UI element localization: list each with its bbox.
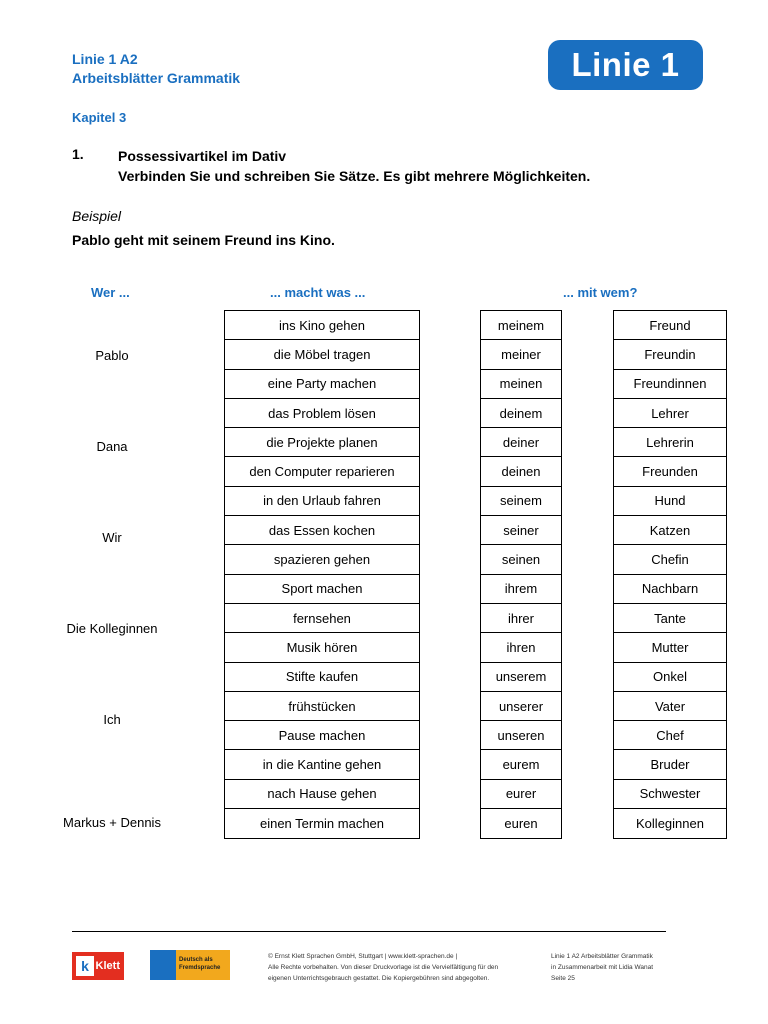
header-title [72, 50, 240, 88]
person-cell: Freundinnen [614, 370, 726, 399]
activity-cell: in die Kantine gehen [225, 750, 419, 779]
person-cell: Schwester [614, 780, 726, 809]
activity-cell: spazieren gehen [225, 545, 419, 574]
possessive-cell: deinen [481, 457, 561, 486]
possessive-cell: deiner [481, 428, 561, 457]
possessive-cell: unseren [481, 721, 561, 750]
person-cell: Freundin [614, 340, 726, 369]
persons-column [613, 310, 727, 839]
footer-info [551, 951, 653, 984]
possessive-cell: meinem [481, 311, 561, 340]
wer-item: Dana [96, 439, 128, 454]
possessive-cell: eurem [481, 750, 561, 779]
klett-logo [72, 952, 124, 980]
person-cell: Kolleginnen [636, 816, 704, 832]
person-cell: Freunden [614, 457, 726, 486]
activity-cell: in den Urlaub fahren [225, 487, 419, 516]
footer-copyright-line1: © Ernst Klett Sprachen GmbH, Stuttgart | www.klett-sprachen.de | [268, 953, 458, 960]
footer-copyright [268, 951, 498, 984]
activity-cell: Pause machen [225, 721, 419, 750]
possessive-cell: euren [504, 816, 538, 832]
linie1-logo: Linie 1 [548, 40, 703, 90]
wer-item: Markus + Dennis [63, 815, 161, 830]
possessive-cell: meiner [481, 340, 561, 369]
activity-cell: das Problem lösen [225, 399, 419, 428]
footer-info-line2: in Zusammenarbeit mit Lidia Wanat [551, 964, 653, 971]
column-header-mit-wem: ... mit wem? [563, 285, 638, 300]
task-block [118, 146, 590, 186]
activity-cell: ins Kino gehen [225, 311, 419, 340]
activity-cell: einen Termin machen [259, 816, 385, 832]
possessive-cell: seinen [481, 545, 561, 574]
person-cell: Bruder [614, 750, 726, 779]
person-cell: Katzen [614, 516, 726, 545]
possessive-cell: ihrem [481, 575, 561, 604]
activity-cell: die Möbel tragen [225, 340, 419, 369]
header-title-line1: Linie 1 A2 [72, 51, 138, 67]
daf-logo [150, 950, 230, 980]
activity-cell: Sport machen [225, 575, 419, 604]
column-header-wer: Wer ... [91, 285, 130, 300]
header-title-line2: Arbeitsblätter Grammatik [72, 70, 241, 86]
activities-column [224, 310, 420, 839]
possessives-column [480, 310, 562, 839]
possessive-cell: eurer [481, 780, 561, 809]
task-number: 1. [72, 146, 84, 162]
example-label: Beispiel [72, 208, 122, 224]
task-title: Possessivartikel im Dativ [118, 148, 287, 164]
person-cell: Chefin [614, 545, 726, 574]
possessive-cell: seinem [481, 487, 561, 516]
possessive-cell: unserer [481, 692, 561, 721]
chapter-label: Kapitel 3 [72, 110, 127, 125]
activity-cell: den Computer reparieren [225, 457, 419, 486]
wer-item: Die Kolleginnen [66, 621, 158, 636]
activity-cell: Stifte kaufen [225, 663, 419, 692]
footer-divider [72, 931, 666, 932]
footer-copyright-line3: eigenen Unterrichtsgebrauch gestattet. Die Kopiergebühren sind abgegolten. [268, 975, 490, 982]
possessive-cell: unserem [481, 663, 561, 692]
activity-cell: frühstücken [225, 692, 419, 721]
activity-cell: eine Party machen [225, 370, 419, 399]
wer-item: Pablo [95, 348, 129, 363]
possessive-cell: seiner [481, 516, 561, 545]
person-cell: Tante [614, 604, 726, 633]
possessive-cell: ihren [481, 633, 561, 662]
footer-info-line1: Linie 1 A2 Arbeitsblätter Grammatik [551, 953, 653, 960]
person-cell: Freund [614, 311, 726, 340]
activity-cell: die Projekte planen [225, 428, 419, 457]
activity-cell: Musik hören [225, 633, 419, 662]
activity-cell: das Essen kochen [225, 516, 419, 545]
person-cell: Lehrerin [614, 428, 726, 457]
activity-cell: fernsehen [225, 604, 419, 633]
wer-item: Wir [102, 530, 122, 545]
person-cell: Lehrer [614, 399, 726, 428]
person-cell: Vater [614, 692, 726, 721]
activity-cell: nach Hause gehen [225, 780, 419, 809]
task-instruction: Verbinden Sie und schreiben Sie Sätze. Es gibt mehrere Möglichkeiten. [118, 168, 591, 184]
footer-info-line3: Seite 25 [551, 975, 575, 982]
possessive-cell: meinen [481, 370, 561, 399]
person-cell: Hund [614, 487, 726, 516]
possessive-cell: deinem [481, 399, 561, 428]
klett-logo-text: Klett [95, 960, 120, 972]
person-cell: Mutter [614, 633, 726, 662]
person-cell: Onkel [614, 663, 726, 692]
klett-mark-icon: k [76, 956, 94, 976]
person-cell: Nachbarn [614, 575, 726, 604]
example-sentence: Pablo geht mit seinem Freund ins Kino. [72, 232, 335, 248]
wer-item: Ich [103, 712, 121, 727]
footer-copyright-line2: Alle Rechte vorbehalten. Von dieser Druckvorlage ist die Vervielfältigung für den [268, 964, 499, 971]
person-cell: Chef [614, 721, 726, 750]
daf-logo-text: Deutsch als Fremdsprache [176, 950, 230, 980]
possessive-cell: ihrer [481, 604, 561, 633]
column-header-macht: ... macht was ... [270, 285, 366, 300]
